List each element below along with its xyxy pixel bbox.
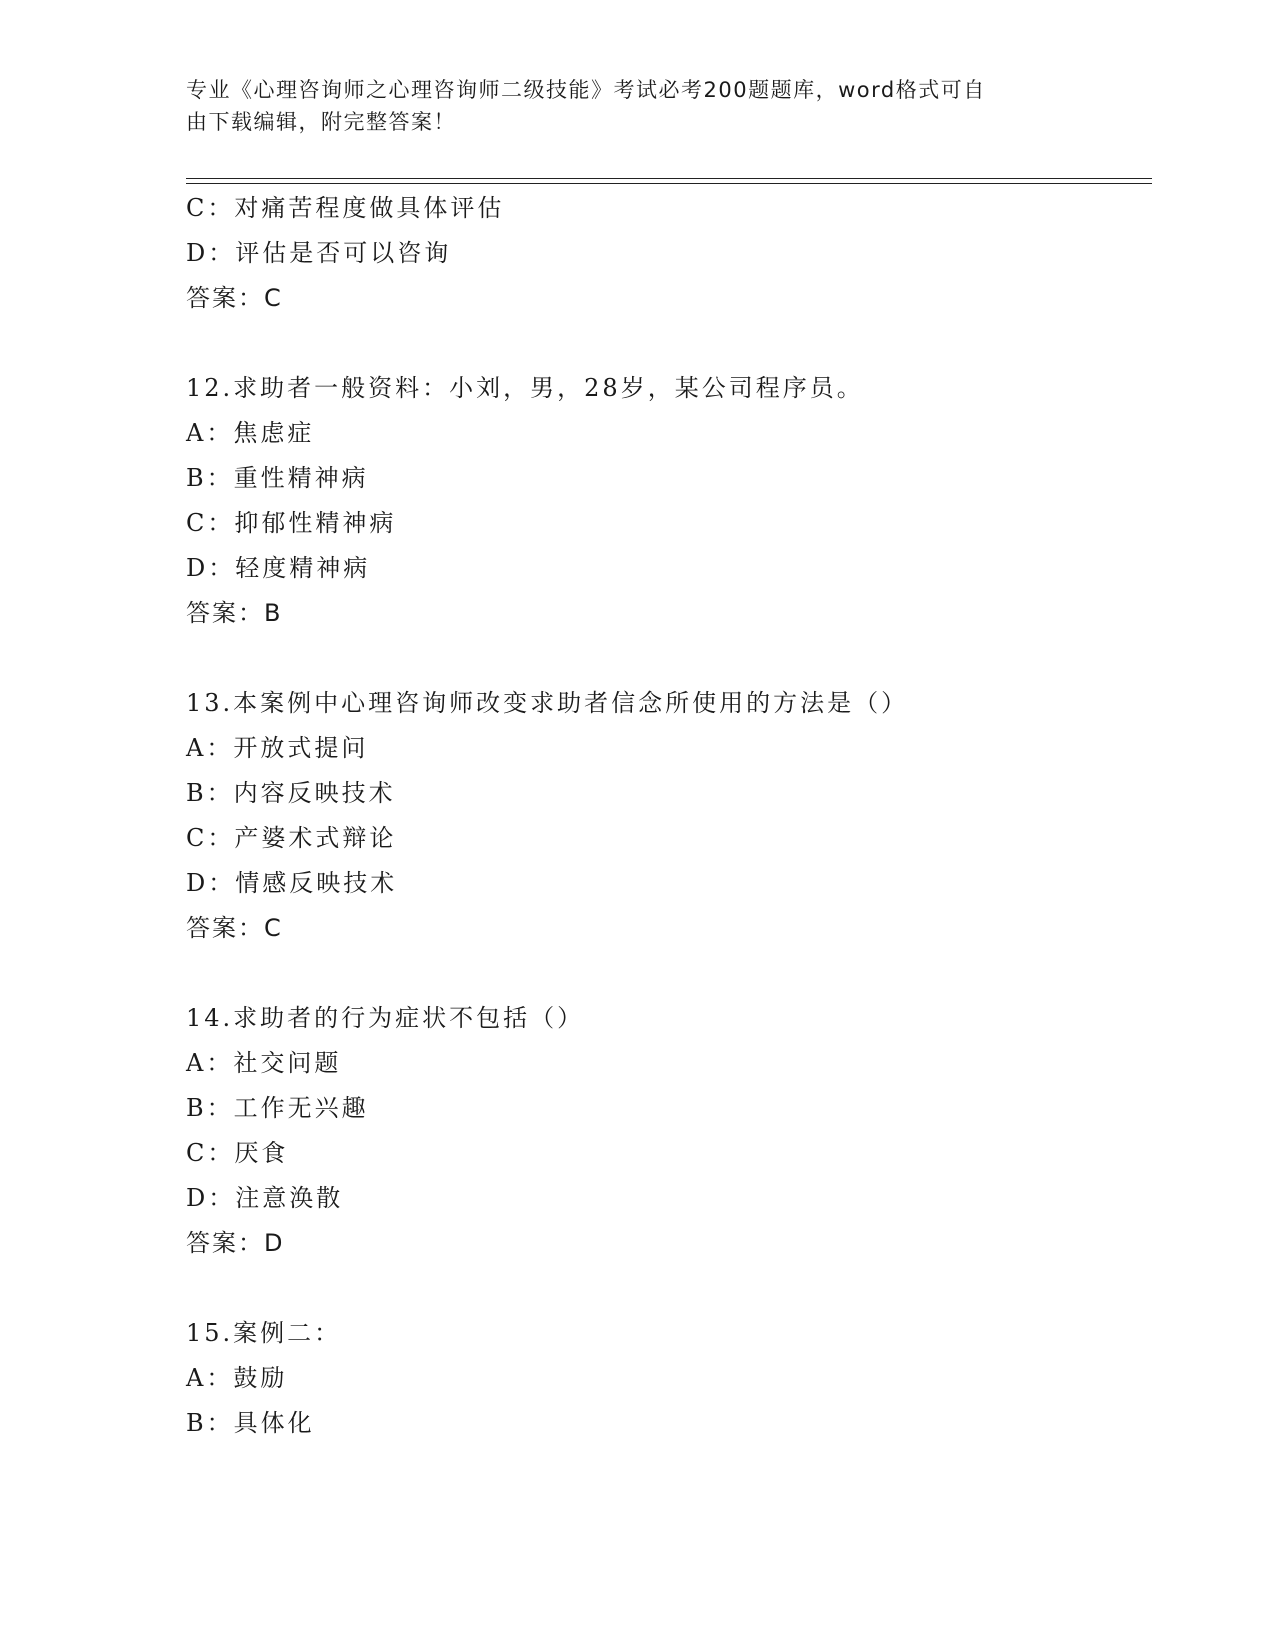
header-line-1: 专业《心理咨询师之心理咨询师二级技能》考试必考200题题库，word格式可自 (186, 78, 986, 102)
option-b: B：具体化 (186, 1409, 315, 1437)
option-b: B：工作无兴趣 (186, 1094, 369, 1122)
answer: 答案：B (186, 599, 283, 627)
option-a: A：焦虑症 (186, 419, 315, 447)
option-d: D：轻度精神病 (186, 554, 371, 582)
option-d: D：情感反映技术 (186, 869, 398, 897)
option-d: D：评估是否可以咨询 (186, 239, 452, 267)
option-a: A：社交问题 (186, 1049, 342, 1077)
option-c: C：抑郁性精神病 (186, 509, 397, 537)
answer: 答案：C (186, 284, 283, 312)
option-c: C：厌食 (186, 1139, 289, 1167)
document-header (186, 74, 1066, 138)
option-a: A：鼓励 (186, 1364, 288, 1392)
question-stem: 15.案例二： (186, 1319, 342, 1347)
option-d: D：注意涣散 (186, 1184, 344, 1212)
answer: 答案：C (186, 914, 283, 942)
header-divider-bottom (186, 183, 1152, 184)
option-b: B：重性精神病 (186, 464, 369, 492)
question-stem: 13.本案例中心理咨询师改变求助者信念所使用的方法是（） (186, 689, 909, 717)
option-b: B：内容反映技术 (186, 779, 396, 807)
question-stem: 12.求助者一般资料：小刘，男，28岁，某公司程序员。 (186, 374, 864, 402)
option-c: C：产婆术式辩论 (186, 824, 397, 852)
header-line-2: 由下载编辑，附完整答案！ (186, 110, 456, 134)
option-c: C：对痛苦程度做具体评估 (186, 194, 505, 222)
answer: 答案：D (186, 1229, 285, 1257)
option-a: A：开放式提问 (186, 734, 369, 762)
question-stem: 14.求助者的行为症状不包括（） (186, 1004, 585, 1032)
header-divider-top (186, 178, 1152, 179)
